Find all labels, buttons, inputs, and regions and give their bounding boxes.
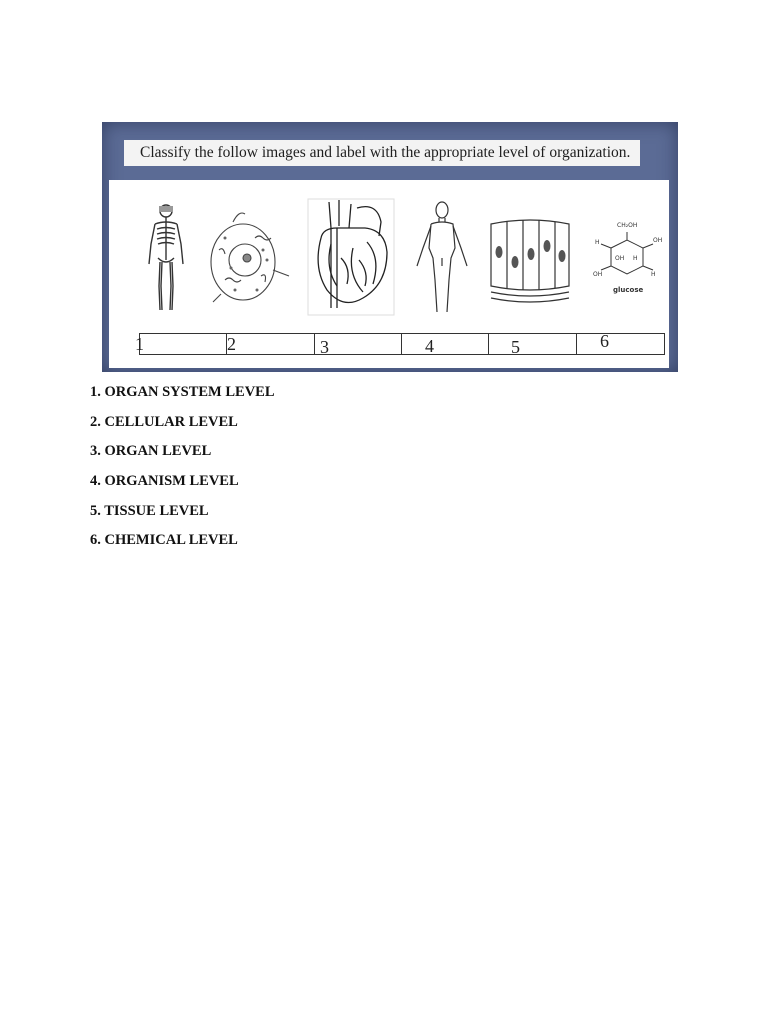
svg-text:H: H: [651, 271, 656, 278]
answer-item: 4. ORGANISM LEVEL: [90, 473, 239, 490]
box-number-2: 2: [227, 334, 236, 354]
label-box-6: [576, 333, 665, 355]
svg-text:OH: OH: [615, 255, 625, 262]
human-body-icon: [413, 200, 471, 316]
answer-item: 1. ORGAN SYSTEM LEVEL: [90, 384, 275, 400]
cell-icon: [205, 210, 291, 310]
box-number-5: 5: [511, 337, 520, 357]
heart-icon: [307, 198, 395, 316]
label-box-row: [139, 333, 665, 355]
answer-list: [90, 382, 275, 560]
label-box-2: [226, 333, 315, 355]
tissue-icon: [487, 216, 573, 308]
label-box-1: [139, 333, 227, 355]
glucose-molecule-icon: [591, 222, 663, 306]
svg-text:OH: OH: [653, 237, 663, 244]
image-panel: [109, 180, 669, 368]
answer-item: 3. ORGAN LEVEL: [90, 443, 212, 460]
label-box-5: [488, 333, 577, 355]
answer-item: 5. TISSUE LEVEL: [90, 502, 209, 519]
box-number-1: 1: [135, 334, 144, 354]
worksheet-figure: [102, 122, 678, 372]
box-number-6: 6: [600, 331, 609, 351]
svg-text:H: H: [595, 239, 600, 246]
label-box-4: [401, 333, 489, 355]
answer-item: 6. CHEMICAL LEVEL: [90, 532, 238, 549]
skeleton-icon: [143, 202, 189, 314]
answer-item: 2. CELLULAR LEVEL: [90, 413, 238, 430]
glucose-formula: CH₂OH: [617, 222, 638, 229]
glucose-caption: glucose: [613, 286, 644, 294]
svg-text:OH: OH: [593, 271, 603, 278]
svg-text:H: H: [633, 255, 638, 262]
instruction-banner: Classify the follow images and label with the appropriate level of organization.: [124, 140, 640, 166]
box-number-3: 3: [320, 337, 329, 357]
box-number-4: 4: [425, 336, 434, 356]
